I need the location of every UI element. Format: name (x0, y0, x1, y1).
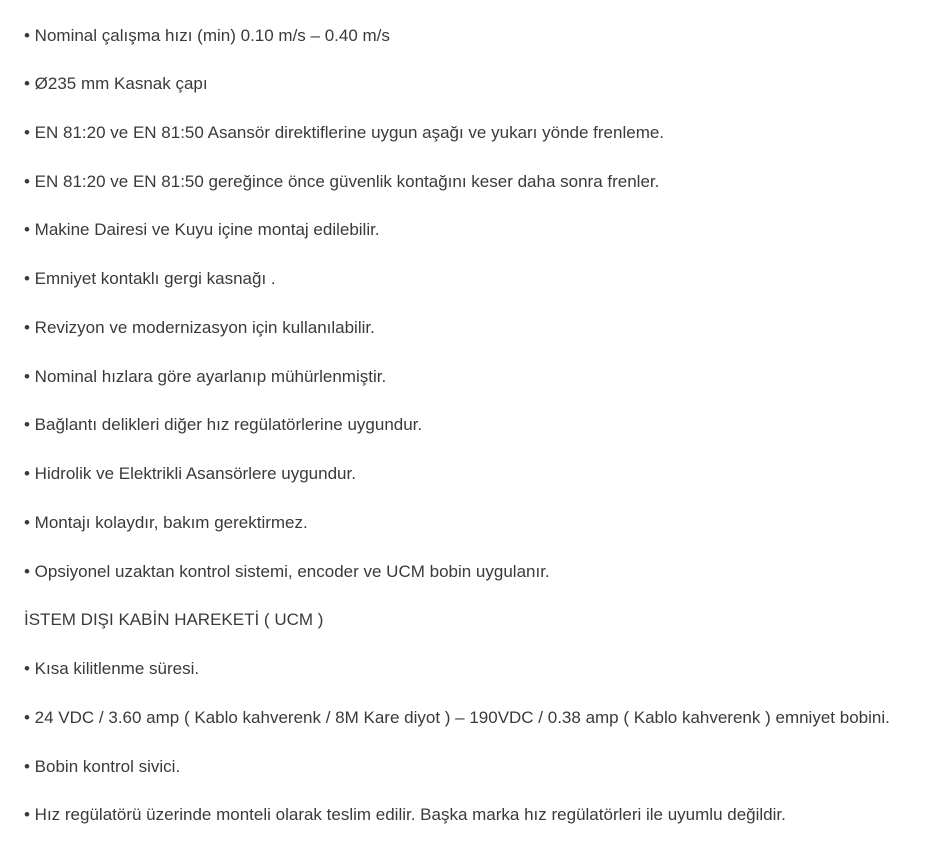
ucm-heading: İSTEM DIŞI KABİN HAREKETİ ( UCM ) (24, 610, 324, 629)
feature-item: • Revizyon ve modernizasyon için kullanılabilir. (24, 318, 375, 337)
feature-item: • Nominal hızlara göre ayarlanıp mühürlenmiştir. (24, 367, 387, 386)
feature-item: • EN 81:20 ve EN 81:50 Asansör direktiflerine uygun aşağı ve yukarı yönde frenleme. (24, 123, 665, 142)
feature-item: • Opsiyonel uzaktan kontrol sistemi, encoder ve UCM bobin uygulanır. (24, 562, 550, 581)
ucm-feature-item: • Hız regülatörü üzerinde monteli olarak teslim edilir. Başka marka hız regülatörleri ile uyumlu değildir. (24, 805, 786, 824)
ucm-feature-item: • Bobin kontrol sivici. (24, 757, 181, 776)
feature-item: • Emniyet kontaklı gergi kasnağı . (24, 269, 276, 288)
feature-item: • EN 81:20 ve EN 81:50 gereğince önce güvenlik kontağını keser daha sonra frenler. (24, 172, 660, 191)
feature-item: • Ø235 mm Kasnak çapı (24, 74, 208, 93)
ucm-feature-item: • 24 VDC / 3.60 amp ( Kablo kahverenk / 8M Kare diyot ) – 190VDC / 0.38 amp ( Kablo kahverenk ) emniyet bobini. (24, 708, 890, 727)
feature-item: • Nominal çalışma hızı (min) 0.10 m/s – 0.40 m/s (24, 26, 390, 45)
feature-item: • Makine Dairesi ve Kuyu içine montaj edilebilir. (24, 220, 380, 239)
feature-item: • Hidrolik ve Elektrikli Asansörlere uygundur. (24, 464, 356, 483)
feature-item: • Bağlantı delikleri diğer hız regülatörlerine uygundur. (24, 415, 423, 434)
feature-item: • Montajı kolaydır, bakım gerektirmez. (24, 513, 308, 532)
ucm-feature-item: • Kısa kilitlenme süresi. (24, 659, 200, 678)
